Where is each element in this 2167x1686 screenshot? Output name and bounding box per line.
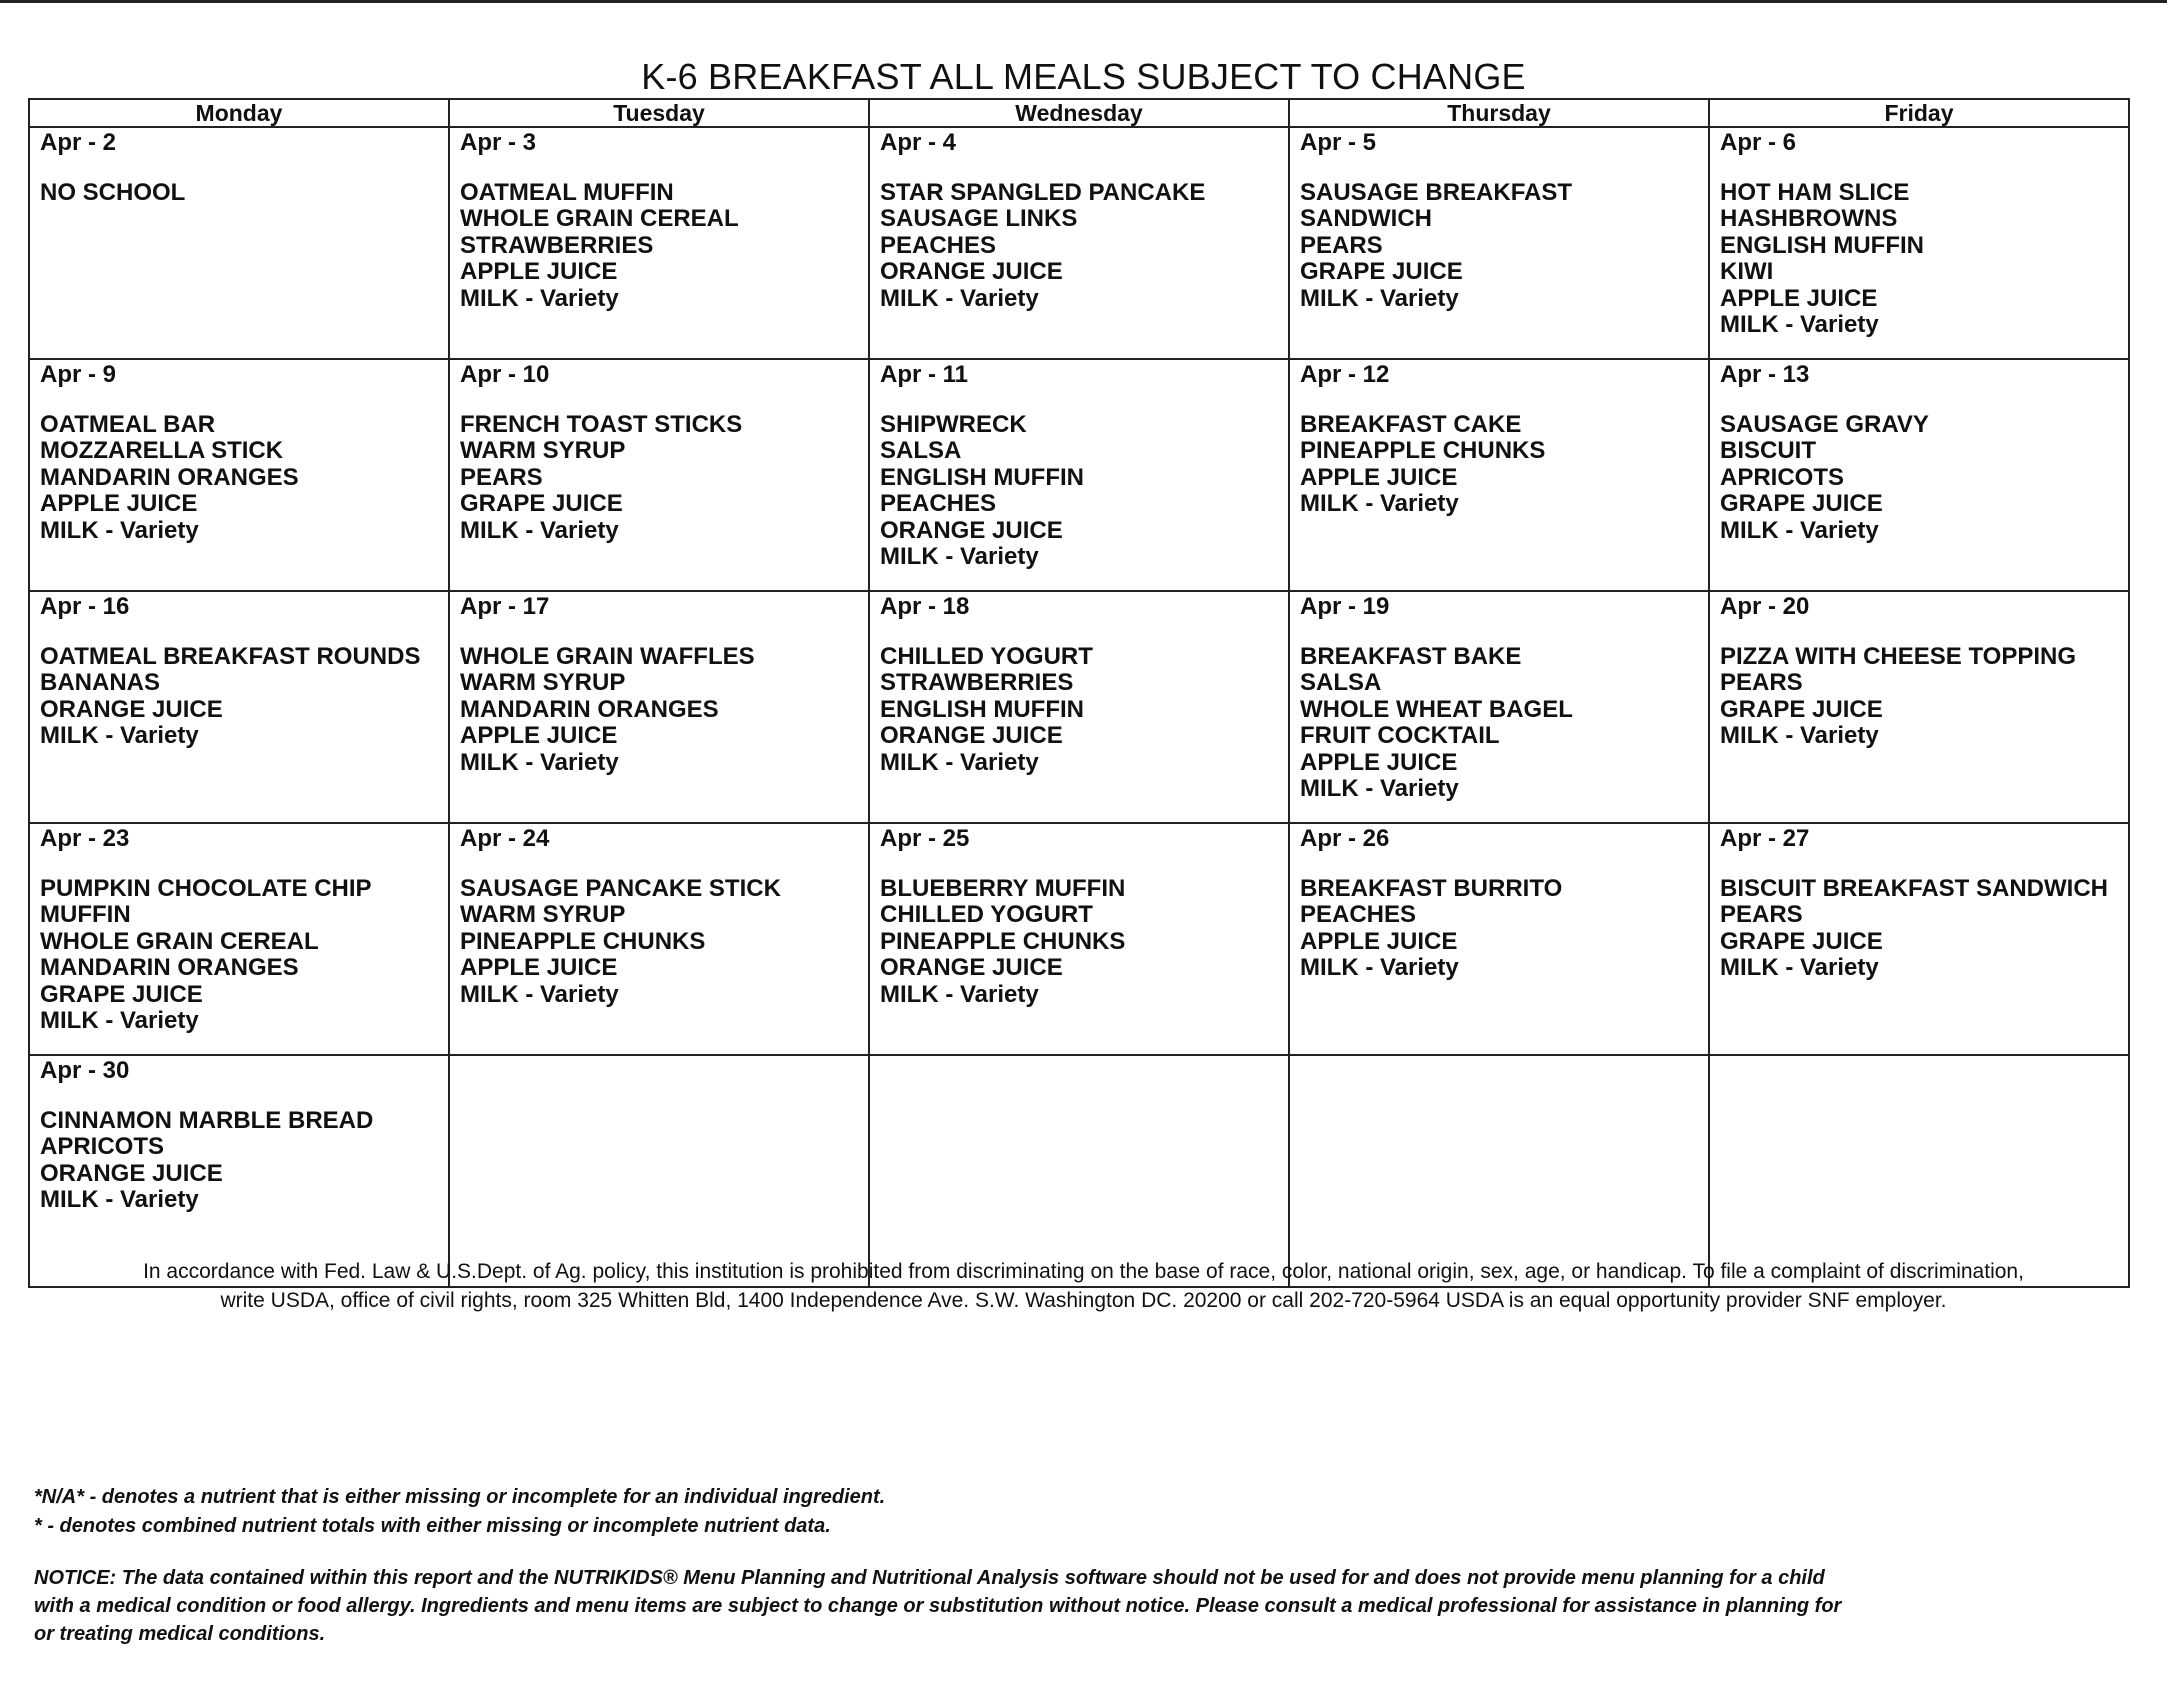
menu-day-cell: [1709, 127, 2129, 359]
menu-item: KIWI: [1720, 258, 1774, 286]
menu-date: Apr - 23: [40, 825, 130, 852]
menu-item: MOZZARELLA STICK: [40, 437, 284, 465]
menu-date: Apr - 4: [880, 129, 957, 156]
menu-day-cell: [1289, 1055, 1709, 1287]
menu-date: Apr - 12: [1300, 361, 1390, 388]
menu-item: MANDARIN ORANGES: [40, 954, 299, 982]
menu-item: APPLE JUICE: [1300, 748, 1458, 776]
menu-date: Apr - 19: [1300, 593, 1390, 620]
menu-item: APPLE JUICE: [1720, 284, 1878, 312]
menu-item: MILK - Variety: [880, 748, 1039, 776]
menu-date: Apr - 16: [40, 593, 130, 620]
menu-item: PEARS: [460, 463, 543, 491]
menu-item: MANDARIN ORANGES: [40, 463, 299, 491]
menu-item: GRAPE JUICE: [1720, 490, 1883, 518]
menu-day-cell: [1289, 359, 1709, 591]
menu-date: Apr - 17: [460, 593, 550, 620]
menu-item: MILK - Variety: [880, 543, 1039, 571]
menu-item: SALSA: [880, 437, 962, 465]
menu-item: BREAKFAST BAKE: [1300, 643, 1522, 670]
menu-item: MILK - Variety: [1720, 311, 1879, 339]
menu-item: APRICOTS: [40, 1133, 165, 1161]
menu-item: ENGLISH MUFFIN: [880, 463, 1084, 491]
week-row: [29, 1055, 2129, 1287]
menu-item: OATMEAL BAR: [40, 411, 216, 438]
menu-day-cell: [449, 823, 869, 1055]
menu-item: PEARS: [1720, 669, 1803, 697]
menu-item: STRAWBERRIES: [880, 669, 1074, 697]
menu-item: WHOLE GRAIN WAFFLES: [460, 643, 755, 670]
menu-date: Apr - 30: [40, 1057, 130, 1084]
menu-date: Apr - 27: [1720, 825, 1810, 852]
menu-day-cell: [1289, 823, 1709, 1055]
menu-item: SAUSAGE PANCAKE STICK: [460, 875, 781, 902]
menu-item: PIZZA WITH CHEESE TOPPING: [1720, 643, 2077, 670]
menu-day-cell: [449, 127, 869, 359]
menu-item: BREAKFAST BURRITO: [1300, 875, 1563, 902]
nutrikids-notice: [34, 1564, 2134, 1648]
menu-item: OATMEAL BREAKFAST ROUNDS: [40, 643, 421, 670]
menu-item: ORANGE JUICE: [880, 516, 1063, 544]
menu-item: HOT HAM SLICE: [1720, 179, 1910, 206]
menu-item: SAUSAGE LINKS: [880, 205, 1078, 233]
menu-item: ORANGE JUICE: [880, 722, 1063, 750]
menu-item: MILK - Variety: [1300, 284, 1459, 312]
breakfast-menu-table: [28, 98, 2130, 1288]
menu-item: BANANAS: [40, 669, 160, 697]
menu-item: APPLE JUICE: [460, 954, 618, 982]
menu-item: WARM SYRUP: [460, 901, 626, 929]
menu-item: MILK - Variety: [1300, 775, 1459, 803]
menu-day-cell: [29, 127, 449, 359]
menu-item: WHOLE GRAIN CEREAL: [460, 205, 739, 233]
menu-item: MILK - Variety: [40, 1007, 199, 1035]
menu-day-cell: [449, 591, 869, 823]
menu-item: WHOLE GRAIN CEREAL: [40, 927, 319, 955]
menu-day-cell: [449, 1055, 869, 1287]
menu-date: Apr - 11: [880, 361, 969, 388]
menu-date: Apr - 25: [880, 825, 970, 852]
day-header-tuesday: Tuesday: [449, 99, 869, 127]
menu-date: Apr - 6: [1720, 129, 1797, 156]
menu-item: MILK - Variety: [460, 516, 619, 544]
day-header-row: [29, 99, 2129, 127]
menu-item: CHILLED YOGURT: [880, 643, 1093, 670]
menu-date: Apr - 10: [460, 361, 550, 388]
menu-item: MILK - Variety: [1720, 722, 1879, 750]
menu-day-cell: [869, 823, 1289, 1055]
menu-item: BISCUIT BREAKFAST SANDWICH: [1720, 875, 2108, 902]
menu-day-cell: [869, 1055, 1289, 1287]
menu-item: BLUEBERRY MUFFIN: [880, 875, 1126, 902]
menu-item: BISCUIT: [1720, 437, 1816, 465]
menu-item: PINEAPPLE CHUNKS: [1300, 437, 1546, 465]
menu-item: ORANGE JUICE: [40, 695, 223, 723]
menu-day-cell: [29, 1055, 449, 1287]
menu-item: PEARS: [1300, 231, 1383, 259]
menu-day-cell: [1709, 1055, 2129, 1287]
menu-item: FRENCH TOAST STICKS: [460, 411, 743, 438]
menu-item: MILK - Variety: [1720, 954, 1879, 982]
menu-date: Apr - 3: [460, 129, 537, 156]
menu-date: Apr - 26: [1300, 825, 1390, 852]
menu-item: PUMPKIN CHOCOLATE CHIP: [40, 875, 372, 902]
menu-item: MUFFIN: [40, 901, 131, 929]
menu-day-cell: [869, 359, 1289, 591]
menu-item: APPLE JUICE: [460, 722, 618, 750]
menu-day-cell: [1289, 591, 1709, 823]
menu-item: MILK - Variety: [1300, 954, 1459, 982]
menu-day-cell: [1709, 359, 2129, 591]
menu-item: MILK - Variety: [1300, 490, 1459, 518]
menu-item: MILK - Variety: [40, 722, 199, 750]
menu-date: Apr - 9: [40, 361, 117, 388]
menu-item: MILK - Variety: [460, 980, 619, 1008]
menu-item: ORANGE JUICE: [40, 1159, 223, 1187]
menu-item: ENGLISH MUFFIN: [1720, 231, 1924, 259]
menu-item: ENGLISH MUFFIN: [880, 695, 1084, 723]
menu-day-cell: [1709, 591, 2129, 823]
menu-item: WHOLE WHEAT BAGEL: [1300, 695, 1573, 723]
menu-day-cell: [29, 591, 449, 823]
menu-item: SAUSAGE GRAVY: [1720, 411, 1929, 438]
menu-date: Apr - 5: [1300, 129, 1377, 156]
menu-item: GRAPE JUICE: [1720, 695, 1883, 723]
nondiscrimination-line: write USDA, office of civil rights, room 325 Whitten Bld, 1400 Independence Ave. S.W. Washington DC. 20200 or call 202-720-5964 USDA is an equal opportunity provider SNF employer.: [220, 1289, 1947, 1312]
menu-day-cell: [29, 823, 449, 1055]
menu-item: OATMEAL MUFFIN: [460, 179, 674, 206]
menu-item: GRAPE JUICE: [1720, 927, 1883, 955]
notice-line: or treating medical conditions.: [34, 1623, 326, 1645]
menu-item: WARM SYRUP: [460, 437, 626, 465]
week-row: [29, 591, 2129, 823]
week-row: [29, 127, 2129, 359]
menu-item: ORANGE JUICE: [880, 954, 1063, 982]
menu-item: PEACHES: [1300, 901, 1417, 929]
top-border-line: [0, 0, 2167, 3]
menu-day-cell: [29, 359, 449, 591]
menu-item: SAUSAGE BREAKFAST SANDWICH: [1300, 179, 1573, 233]
menu-item: PINEAPPLE CHUNKS: [880, 927, 1126, 955]
menu-item: APPLE JUICE: [40, 490, 198, 518]
menu-item: APPLE JUICE: [1300, 463, 1458, 491]
menu-item: SHIPWRECK: [880, 411, 1027, 438]
menu-item: MILK - Variety: [460, 748, 619, 776]
menu-item: MILK - Variety: [880, 980, 1039, 1008]
menu-date: Apr - 24: [460, 825, 550, 852]
menu-item: APPLE JUICE: [460, 258, 618, 286]
menu-item: GRAPE JUICE: [40, 980, 203, 1008]
menu-item: MILK - Variety: [40, 1186, 199, 1214]
day-header-thursday: Thursday: [1289, 99, 1709, 127]
menu-item: PINEAPPLE CHUNKS: [460, 927, 706, 955]
menu-day-cell: [869, 127, 1289, 359]
day-header-monday: Monday: [29, 99, 449, 127]
menu-item: APRICOTS: [1720, 463, 1845, 491]
menu-weeks: [29, 127, 2129, 1287]
day-header-friday: Friday: [1709, 99, 2129, 127]
menu-item: HASHBROWNS: [1720, 205, 1898, 233]
menu-day-cell: [1289, 127, 1709, 359]
menu-item: PEACHES: [880, 490, 997, 518]
menu-date: Apr - 20: [1720, 593, 1810, 620]
menu-item: CINNAMON MARBLE BREAD: [40, 1107, 374, 1134]
week-row: [29, 359, 2129, 591]
page-title: K-6 BREAKFAST ALL MEALS SUBJECT TO CHANGE: [641, 56, 1526, 97]
menu-item: GRAPE JUICE: [460, 490, 623, 518]
week-row: [29, 823, 2129, 1055]
menu-item: MILK - Variety: [880, 284, 1039, 312]
menu-item: ORANGE JUICE: [880, 258, 1063, 286]
menu-date: Apr - 18: [880, 593, 970, 620]
menu-item: NO SCHOOL: [40, 179, 186, 206]
nondiscrimination-line: In accordance with Fed. Law & U.S.Dept. of Ag. policy, this institution is prohibited from discriminating on the base of race, color, national origin, sex, age, or handicap. To file a complaint of discrimination,: [143, 1260, 2024, 1283]
notice-line: NOTICE: The data contained within this report and the NUTRIKIDS® Menu Planning and Nutritional Analysis software should not be used for and does not provide menu planning for a child: [34, 1567, 1825, 1589]
menu-date: Apr - 13: [1720, 361, 1810, 388]
menu-item: WARM SYRUP: [460, 669, 626, 697]
menu-item: STAR SPANGLED PANCAKE: [880, 179, 1206, 206]
menu-item: FRUIT COCKTAIL: [1300, 722, 1500, 750]
menu-day-cell: [869, 591, 1289, 823]
menu-item: CHILLED YOGURT: [880, 901, 1093, 929]
menu-item: SALSA: [1300, 669, 1382, 697]
menu-item: MILK - Variety: [40, 516, 199, 544]
day-header-wednesday: Wednesday: [869, 99, 1289, 127]
menu-day-cell: [1709, 823, 2129, 1055]
menu-item: APPLE JUICE: [1300, 927, 1458, 955]
menu-item: MANDARIN ORANGES: [460, 695, 719, 723]
notice-line: with a medical condition or food allergy. Ingredients and menu items are subject to change or substitution without notice. Please consult a medical professional for assistance in planning for: [34, 1595, 1842, 1617]
menu-item: MILK - Variety: [1720, 516, 1879, 544]
menu-item: PEARS: [1720, 901, 1803, 929]
nutrient-footnotes: [34, 1483, 2134, 1541]
menu-item: BREAKFAST CAKE: [1300, 411, 1522, 438]
nondiscrimination-statement: [30, 1257, 2137, 1315]
footnote-asterisk: * - denotes combined nutrient totals with either missing or incomplete nutrient data.: [34, 1515, 831, 1537]
menu-item: GRAPE JUICE: [1300, 258, 1463, 286]
footnote-na: *N/A* - denotes a nutrient that is either missing or incomplete for an individual ingredient.: [34, 1486, 886, 1508]
menu-day-cell: [449, 359, 869, 591]
menu-item: STRAWBERRIES: [460, 231, 654, 259]
menu-date: Apr - 2: [40, 129, 117, 156]
menu-item: MILK - Variety: [460, 284, 619, 312]
menu-item: PEACHES: [880, 231, 997, 259]
